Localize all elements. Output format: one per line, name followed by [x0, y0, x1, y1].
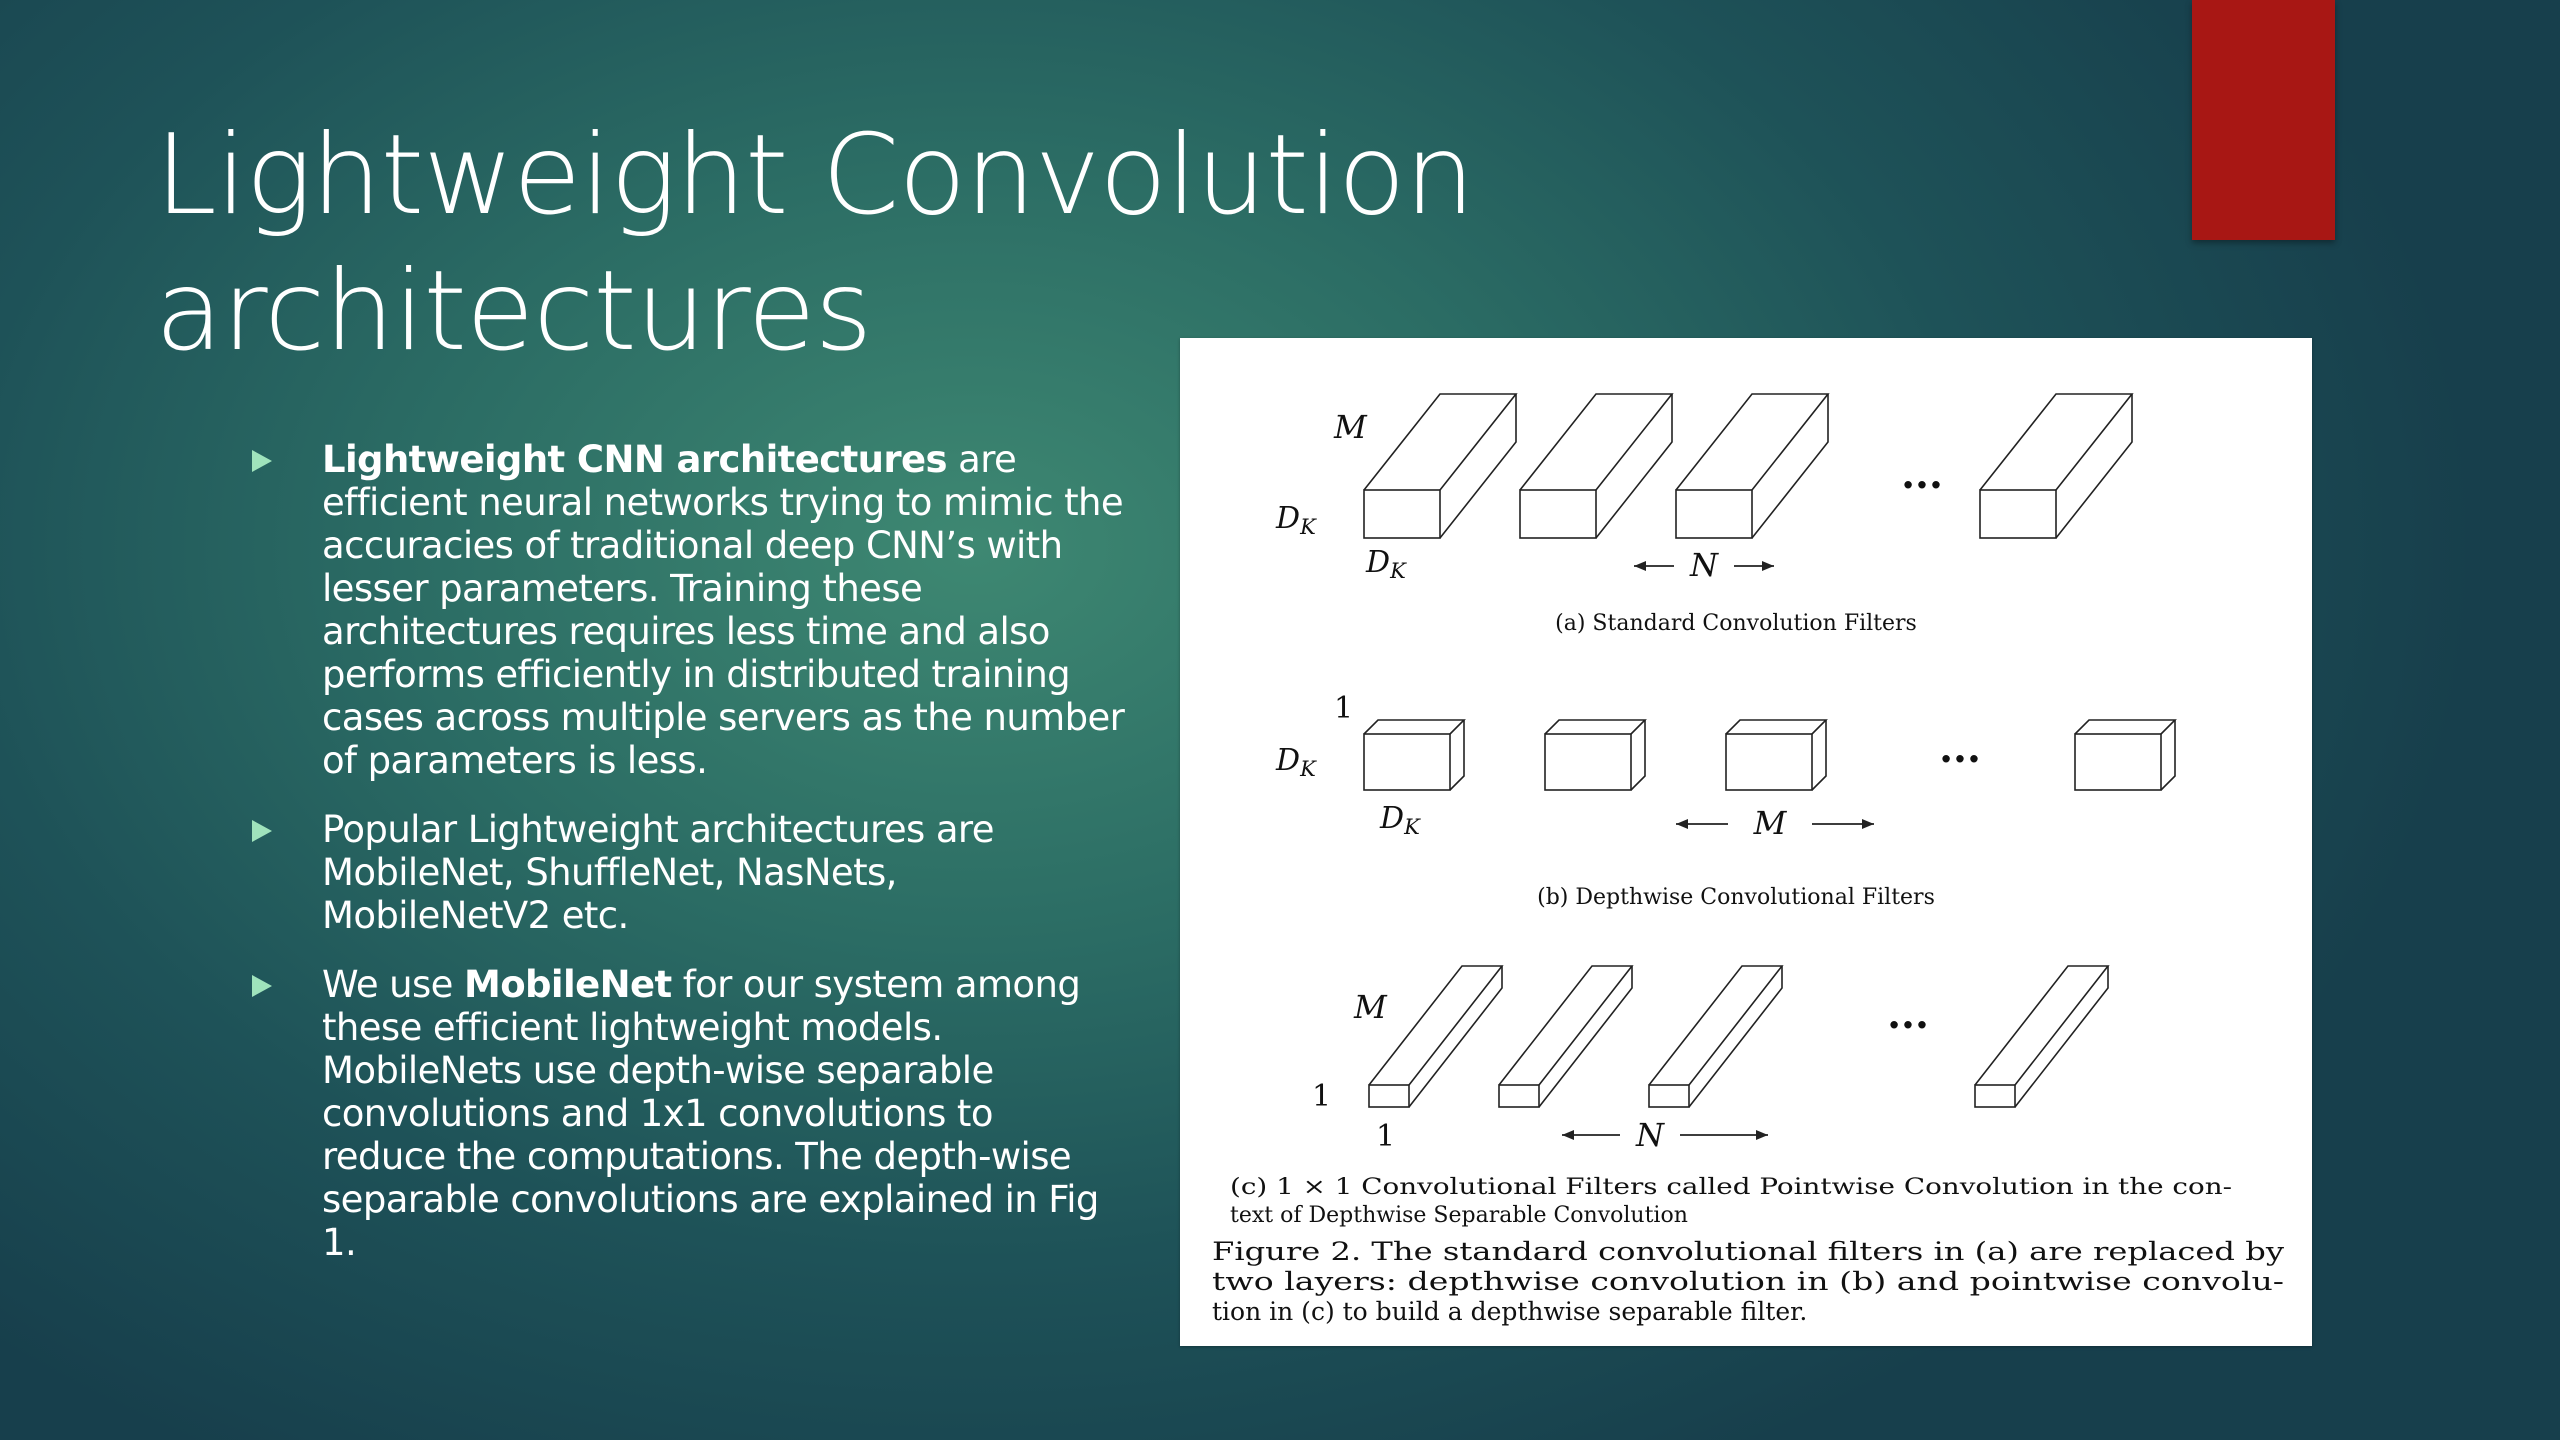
bullet-list — [246, 438, 1126, 1290]
bullet-text: Popular Lightweight architectures are MobileNet, ShuffleNet, NasNets, MobileNetV2 etc. — [322, 808, 994, 937]
label-1: 1 — [1312, 1079, 1332, 1114]
depthwise-filter — [2075, 720, 2175, 790]
bullet-item — [246, 963, 1126, 1264]
label-n: N — [1636, 1116, 1664, 1154]
ellipsis: ... — [1887, 991, 1929, 1038]
label-dk: $D_K$ — [1276, 501, 1316, 539]
label-dk: $D_K$ — [1366, 545, 1406, 583]
figure-caption-line: tion in (c) to build a depthwise separable filter. — [1212, 1297, 1808, 1326]
panel-a-filters — [1364, 394, 2132, 538]
depthwise-filter — [1545, 720, 1645, 790]
caption-c-line: (c) 1 × 1 Convolutional Filters called Pointwise Convolution in the con- — [1230, 1175, 2232, 1200]
pointwise-filter — [1975, 966, 2108, 1107]
convolution-filters-diagram — [1180, 338, 2312, 1346]
filter-cuboid — [1676, 394, 1828, 538]
label-n: N — [1690, 546, 1718, 584]
filter-cuboid — [1364, 394, 1516, 538]
panel-c-filters — [1369, 966, 2108, 1107]
bullet-bold-term: MobileNet — [464, 963, 672, 1006]
pointwise-filter — [1649, 966, 1782, 1107]
label-m: M — [1753, 804, 1787, 842]
ellipsis: ... — [1939, 725, 1981, 772]
slide-title: Lightweight Convolution architectures — [155, 111, 1475, 376]
filter-cuboid — [1520, 394, 1672, 538]
arrow-left-icon — [1634, 561, 1646, 571]
panel-b-filters — [1364, 720, 2175, 790]
caption-b: (b) Depthwise Convolutional Filters — [1537, 885, 1935, 910]
filter-cuboid — [1980, 394, 2132, 538]
pointwise-filter — [1499, 966, 1632, 1107]
depthwise-filter — [1726, 720, 1826, 790]
arrow-right-icon — [1862, 819, 1874, 829]
bullet-item — [246, 438, 1126, 782]
label-dk: $D_K$ — [1380, 801, 1420, 839]
ellipsis: ... — [1901, 451, 1943, 498]
dimension-arrows — [1562, 561, 1874, 1140]
label-1: 1 — [1334, 691, 1354, 726]
bullet-bold-lead: Lightweight CNN architectures — [322, 438, 947, 481]
accent-bar — [2192, 0, 2335, 240]
depthwise-filter — [1364, 720, 1464, 790]
arrow-left-icon — [1562, 1130, 1574, 1140]
arrow-left-icon — [1676, 819, 1688, 829]
bullet-text-before: We use — [322, 963, 464, 1006]
arrow-right-icon — [1762, 561, 1774, 571]
figure-caption-line: Figure 2. The standard convolutional filters in (a) are replaced by — [1212, 1237, 2286, 1266]
figure-image — [1180, 338, 2312, 1346]
label-m: M — [1334, 408, 1367, 446]
bullet-text-after: for our system among these efficient lightweight models. MobileNets use depth-wise separable convolutions and 1x1 convolutions to reduce the computations. The depth-wise separable convolutions are explained in Fig 1. — [322, 963, 1099, 1264]
bullet-text: are efficient neural networks trying to mimic the accuracies of traditional deep CNN’s with lesser parameters. Training these architectures requires less time and also performs efficiently in distributed training cases across multiple servers as the number of parameters is less. — [322, 438, 1125, 782]
figure-caption-line: two layers: depthwise convolution in (b) and pointwise convolu- — [1212, 1267, 2284, 1296]
triangle-bullet-icon — [252, 450, 272, 472]
label-1: 1 — [1376, 1119, 1396, 1154]
triangle-bullet-icon — [252, 820, 272, 842]
label-dk: $D_K$ — [1276, 743, 1316, 781]
arrow-right-icon — [1756, 1130, 1768, 1140]
pointwise-filter — [1369, 966, 1502, 1107]
bullet-item — [246, 808, 1126, 937]
caption-a: (a) Standard Convolution Filters — [1555, 611, 1917, 636]
caption-c-line: text of Depthwise Separable Convolution — [1230, 1203, 1688, 1228]
triangle-bullet-icon — [252, 975, 272, 997]
label-m: M — [1354, 988, 1387, 1026]
